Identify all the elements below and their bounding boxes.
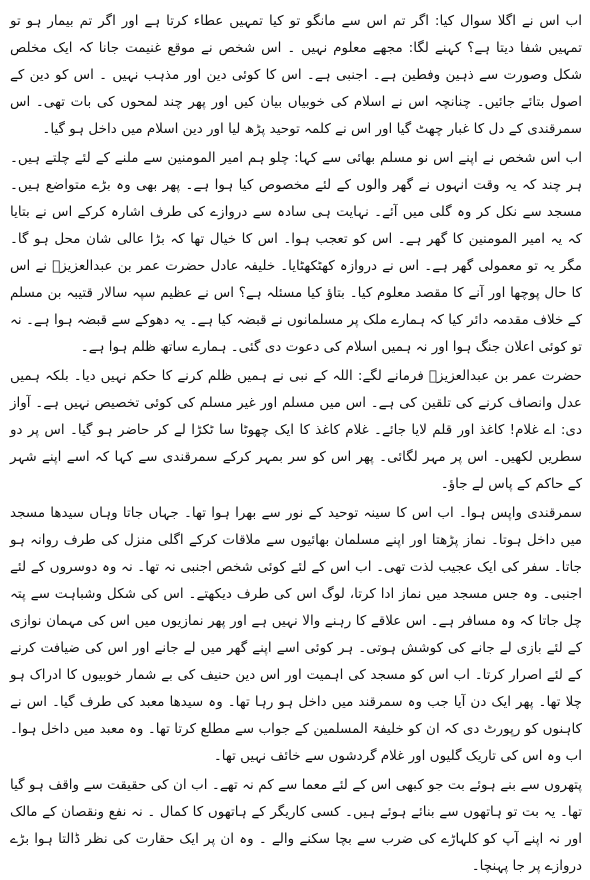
- paragraph-2: اب اس شخص نے اپنے اس نو مسلم بھائی سے کہا: چلو ہم امیر المومنین سے ملنے کے لئے چلتے ہیں۔ ہر چند کہ یہ وقت انہوں نے گھر والوں کے لئے مخصوص کیا ہوا ہے۔ پھر بھی وہ بڑے متواضع ہیں۔ مسجد سے نکل کر وہ گلی میں آئے۔ نہایت ہی سادہ سے دروازے کی طرف اشارہ کرکے اس نے بتایا کہ یہ امیر المومنین کا گھر ہے۔ اس کو تعجب ہوا۔ اس کا خیال تھا کہ بڑا عالی شان محل ہو گا۔ مگر یہ تو معمولی گھر ہے۔ اس نے دروازہ کھٹکھٹایا۔ خلیفہ عادل حضرت عمر بن عبدالعزیزؒ نے اس کا حال پوچھا اور آنے کا مقصد معلوم کیا۔ بتاؤ کیا مسئلہ ہے؟ اس نے عظیم سپہ سالار قتیبہ بن مسلم کے خلاف مقدمہ دائر کیا کہ ہمارے ملک پر مسلمانوں نے قبضہ کیا ہے۔ یہ دھوکے سے قبضہ ہوا ہے۔ نہ تو کوئی اعلان جنگ ہوا اور نہ ہمیں اسلام کی دعوت دی گئی۔ ہمارے ساتھ ظلم ہوا ہے۔: [10, 150, 582, 355]
- article-page: [10, 8, 582, 874]
- paragraph-3: حضرت عمر بن عبدالعزیزؒ فرمانے لگے: اللہ کے نبی نے ہمیں ظلم کرنے کا حکم نہیں دیا۔ بلکہ ہمیں عدل وانصاف کرنے کی تلقین کی ہے۔ اس میں مسلم اور غیر مسلم کی کوئی تخصیص نہیں ہے۔ آواز دی: اے غلام! کاغذ اور قلم لایا جائے۔ غلام کاغذ کا ایک چھوٹا سا ٹکڑا لے کر حاضر ہو گیا۔ اس پر دو سطریں لکھیں۔ اس پر مہر لگائی۔ پھر اس کو سر بمہر کرکے سمرقندی سے کہا کہ اسے اپنے شہر کے حاکم کے پاس لے جاؤ۔: [10, 368, 582, 492]
- paragraph-1: اب اس نے اگلا سوال کیا: اگر تم اس سے مانگو تو کیا تمہیں عطاء کرتا ہے اور اگر تم بیمار ہو تو تمہیں شفا دیتا ہے؟ کہنے لگا: مجھے معلوم نہیں ۔ اس شخص نے موقع غنیمت جانا کہ ایک مخلص شکل وصورت سے ذہین وفطین ہے۔ اجنبی ہے۔ اس کا کوئی دین اور مذہب نہیں ۔ اس کو دین کے اصول بتائے جائیں۔ چنانچہ اس نے اسلام کی خوبیاں بیان کیں اور پھر چند لمحوں کی بات تھی۔ اس سمرقندی کے دل کا غبار چھٹ گیا اور اس نے کلمہ توحید پڑھ لیا اور دین اسلام میں داخل ہو گیا۔: [10, 13, 582, 137]
- paragraph-4: سمرقندی واپس ہوا۔ اب اس کا سینہ توحید کے نور سے بھرا ہوا تھا۔ جہاں جاتا وہاں سیدھا مسجد میں داخل ہوتا۔ نماز پڑھتا اور اپنے مسلمان بھائیوں سے ملاقات کرکے اگلی منزل کی طرف روانہ ہو جاتا۔ سفر کی ایک عجیب لذت تھی۔ اب اس کے لئے کوئی شخص اجنبی نہ تھا۔ نہ وہ دوسروں کے لئے اجنبی۔ وہ جس مسجد میں نماز ادا کرتا، لوگ اس کی طرف دیکھتے۔ اس کی شکل وشباہت سے پتہ چل جاتا کہ وہ مسافر ہے۔ اس علاقے کا رہنے والا نہیں ہے اور پھر نمازیوں میں اس کی مہمان نوازی کے لئے بازی لے جانے کی کوشش ہوتی۔ ہر کوئی اسے اپنے گھر میں لے جانے اور اس کی ضیافت کرنے کے لئے اصرار کرتا۔ اب اس کو مسجد کی اہمیت اور اس دین حنیف کی بے شمار خوبیوں کا ادراک ہو چلا تھا۔ پھر ایک دن آیا جب وہ سمرقند میں داخل ہو رہا تھا۔ وہ سیدھا معبد کی طرف گیا۔ اس نے کاہنوں کو رپورٹ دی کہ ان کو خلیفۃ المسلمین کے جواب سے مطلع کرتا تھا۔ وہ معبد میں داخل ہوا۔ اب وہ اس کی تاریک گلیوں اور غلام گردشوں سے خائف نہیں تھا۔: [10, 505, 582, 764]
- paragraph-5: پتھروں سے بنے ہوئے بت جو کبھی اس کے لئے معما سے کم نہ تھے۔ اب ان کی حقیقت سے واقف ہو گیا تھا۔ یہ بت تو ہاتھوں سے بنائے ہوئے ہیں۔ کسی کاریگر کے ہاتھوں کا کمال ۔ نہ نفع ونقصان کے مالک اور نہ اپنے آپ کو کلہاڑے کی ضرب سے بچا سکنے والے ۔ وہ ان پر ایک حقارت کی نظر ڈالتا ہوا بڑے دروازے پر جا پہنچا۔: [10, 777, 582, 874]
